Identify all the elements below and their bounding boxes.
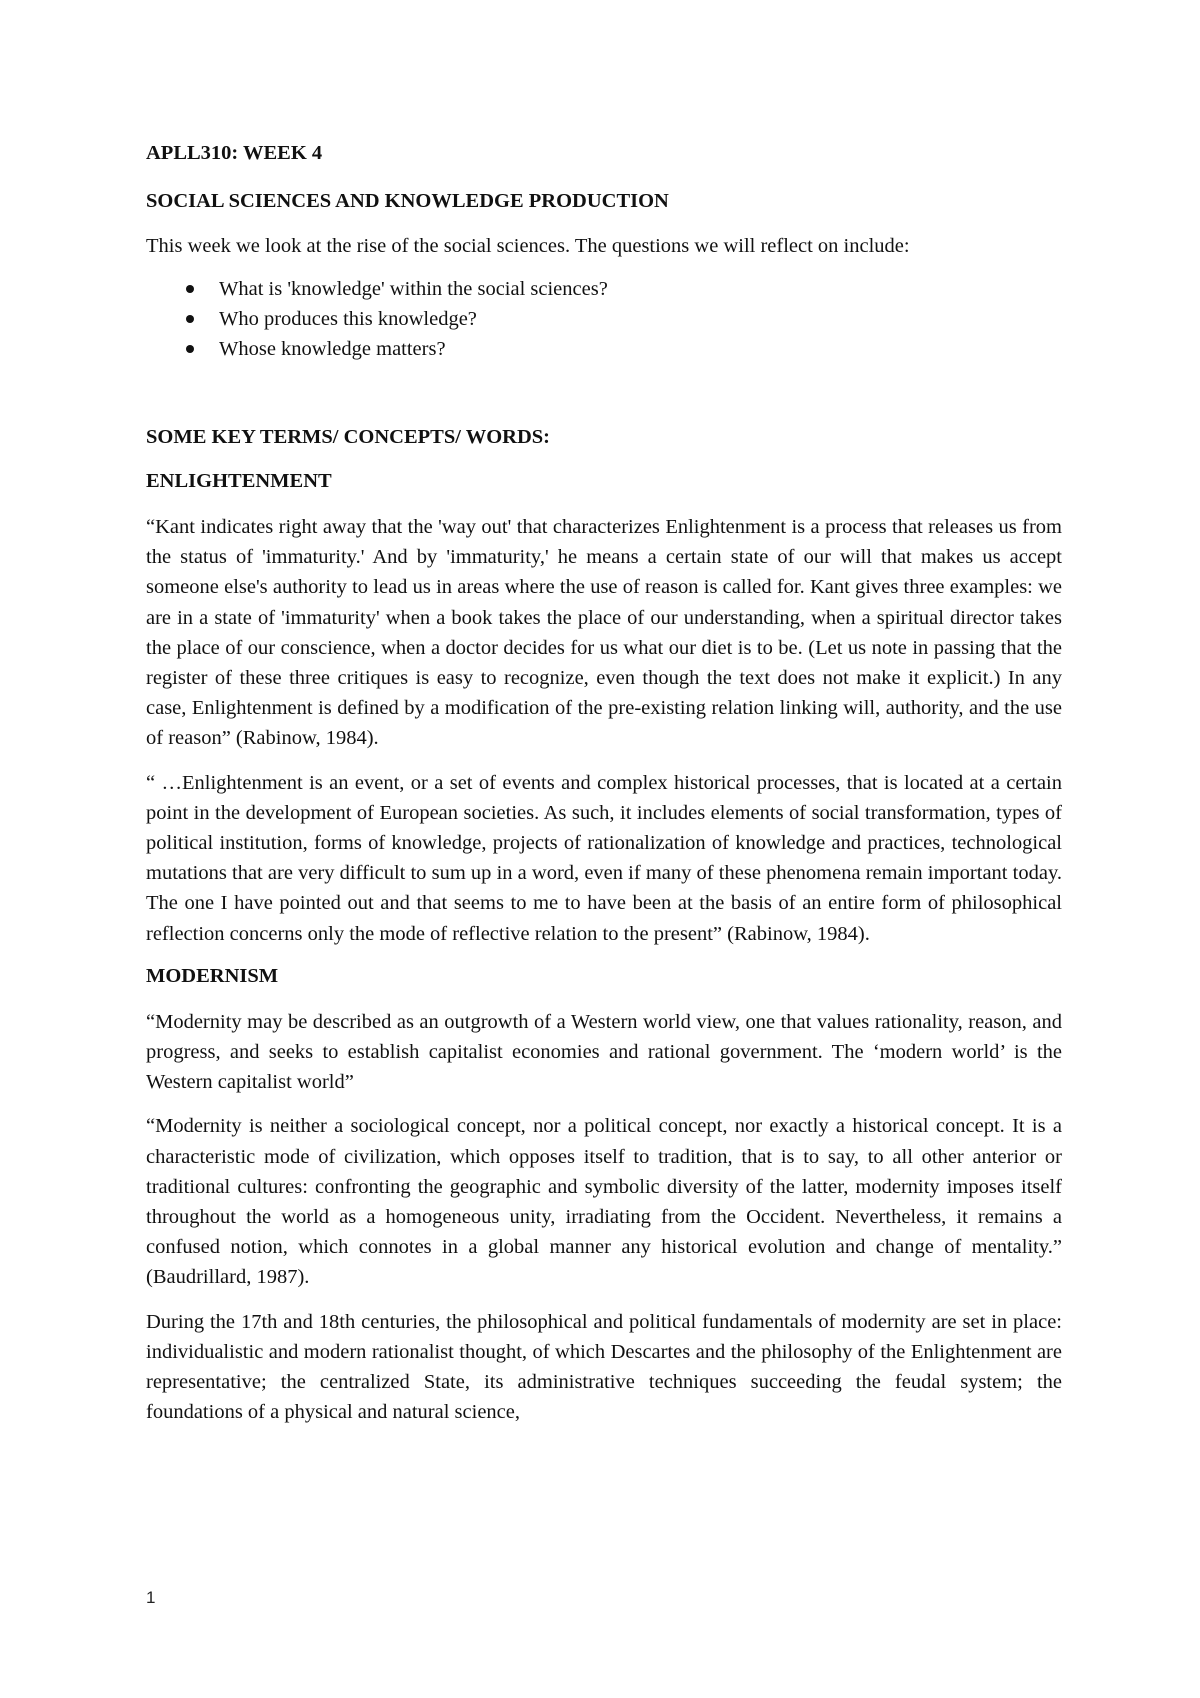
key-terms-heading: SOME KEY TERMS/ CONCEPTS/ WORDS: <box>146 426 550 448</box>
document-page <box>146 140 1062 1441</box>
page-number: 1 <box>146 1588 156 1607</box>
question-text: What is 'knowledge' within the social sciences? <box>219 278 608 300</box>
enlightenment-heading: ENLIGHTENMENT <box>146 470 332 492</box>
document-title: SOCIAL SCIENCES AND KNOWLEDGE PRODUCTION <box>146 190 669 212</box>
course-title: APLL310: WEEK 4 <box>146 142 323 164</box>
question-text: Whose knowledge matters? <box>219 338 446 360</box>
modernism-quote-2: “Modernity is neither a sociological concept, nor a political concept, nor exactly a historical concept. It is a characteristic mode of civilization, which opposes itself to tradition, that is to say, to all other anterior or traditional cultures: confronting the geographic and symbolic diversity of the latter, modernity imposes itself throughout the world as a homogeneous unity, irradiating from the Occident. Nevertheless, it remains a confused notion, which connotes in a global manner any historical evolution and change of mentality.” (Baudrillard, 1987). <box>146 1115 1062 1289</box>
intro-paragraph: This week we look at the rise of the social sciences. The questions we will reflect on include: <box>146 235 910 257</box>
question-text: Who produces this knowledge? <box>219 308 477 330</box>
modernism-quote-1: “Modernity may be described as an outgrowth of a Western world view, one that values rationality, reason, and progress, and seeks to establish capitalist economies and rational government. The ‘modern world’ is the Western capitalist world” <box>146 1010 1062 1094</box>
list-item <box>146 334 1062 364</box>
enlightenment-quote-1: “Kant indicates right away that the 'way out' that characterizes Enlightenment is a process that releases us from the status of 'immaturity.' And by 'immaturity,' he means a certain state of our will that makes us accept someone else's authority to lead us in areas where the use of reason is called for. Kant gives three examples: we are in a state of 'immaturity' when a book takes the place of our understanding, when a spiritual director takes the place of our conscience, when a doctor decides for us what our diet is to be. (Let us note in passing that the register of these three critiques is easy to recognize, even though the text does not make it explicit.) In any case, Enlightenment is defined by a modification of the pre-existing relation linking will, authority, and the use of reason” (Rabinow, 1984). <box>146 516 1062 750</box>
modernism-heading: MODERNISM <box>146 964 279 987</box>
bullet-icon <box>186 315 194 323</box>
list-item <box>146 304 1062 334</box>
bullet-icon <box>186 285 194 293</box>
questions-list <box>146 274 1062 364</box>
enlightenment-quote-2: “ …Enlightenment is an event, or a set of events and complex historical processes, that is located at a certain point in the development of European societies. As such, it includes elements of social transformation, types of political institution, forms of knowledge, projects of rationalization of knowledge and practices, technological mutations that are very difficult to sum up in a word, even if many of these phenomena remain important today. The one I have pointed out and that seems to me to have been at the basis of an entire form of philosophical reflection concerns only the mode of reflective relation to the present” (Rabinow, 1984). <box>146 771 1062 945</box>
list-item <box>146 274 1062 304</box>
modernism-paragraph-3: During the 17th and 18th centuries, the philosophical and political fundamentals of modernity are set in place: individualistic and modern rationalist thought, of which Descartes and the philosophy of the Enlightenment are representative; the centralized State, its administrative techniques succeeding the feudal system; the foundations of a physical and natural science, <box>146 1310 1062 1424</box>
bullet-icon <box>186 345 194 353</box>
